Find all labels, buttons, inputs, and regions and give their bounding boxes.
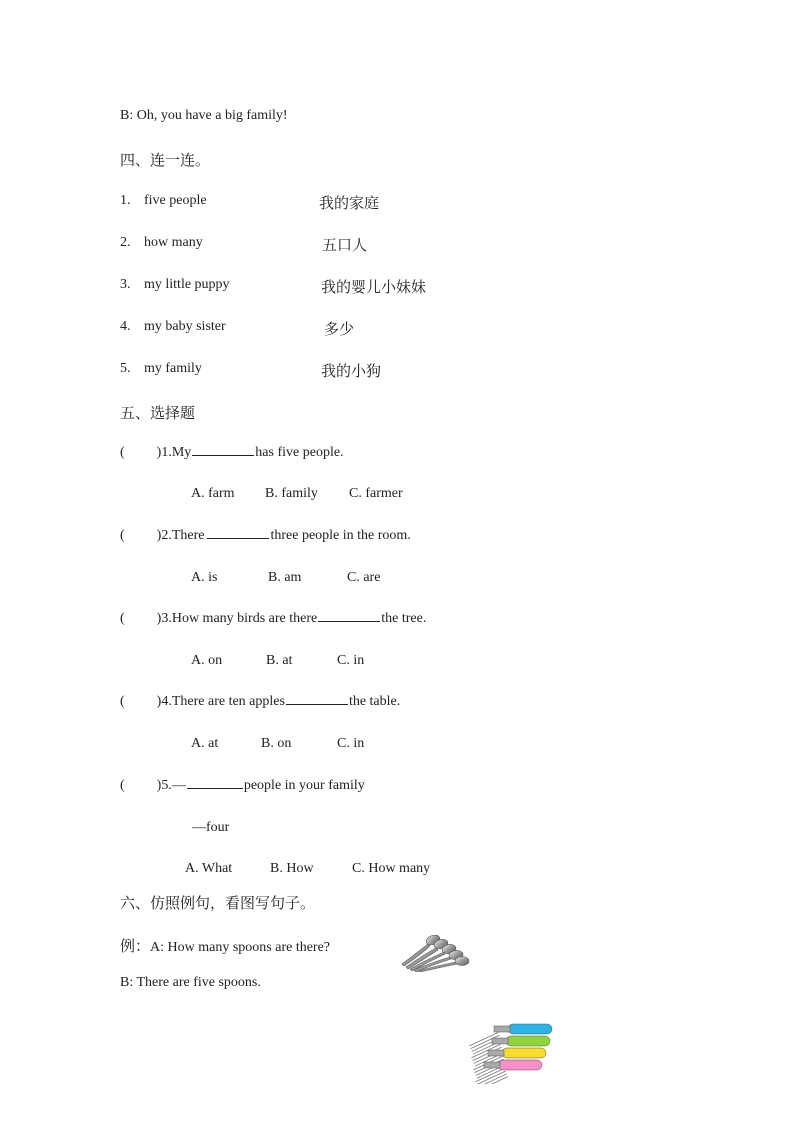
question-rest: the table. [348, 694, 401, 709]
question-5 [120, 778, 365, 794]
match-english: five people [144, 193, 207, 208]
question-rest: the tree. [381, 611, 427, 626]
fill-blank[interactable] [318, 620, 380, 622]
match-num: 3. [120, 277, 131, 292]
match-num: 1. [120, 193, 131, 208]
question-3 [120, 611, 426, 627]
fill-blank[interactable] [187, 787, 243, 789]
example-label: 例： [120, 937, 151, 955]
section5-heading: 五、选择题 [120, 404, 196, 422]
open-paren: ( [120, 778, 125, 793]
match-chinese: 我的小狗 [321, 362, 382, 380]
option-c: C. in [337, 736, 365, 751]
option-b: B. How [270, 861, 314, 876]
option-c: C. in [337, 653, 365, 668]
match-chinese: 我的家庭 [319, 194, 380, 212]
example-answer: B: There are five spoons. [120, 975, 261, 990]
option-b: B. on [261, 736, 292, 751]
option-c: C. farmer [349, 486, 403, 501]
match-chinese: 五口人 [322, 236, 368, 254]
option-a: A. farm [191, 486, 235, 501]
option-b: B. am [268, 570, 302, 585]
match-num: 4. [120, 319, 131, 334]
match-num: 5. [120, 361, 131, 376]
option-a: A. is [191, 570, 218, 585]
question-rest: people in your family [243, 778, 365, 793]
question-rest: three people in the room. [270, 528, 411, 543]
forks-image [460, 1010, 558, 1084]
match-english: how many [144, 235, 203, 250]
match-chinese: 多少 [324, 320, 355, 338]
question-2 [120, 528, 411, 544]
dialogue-end-line: B: Oh, you have a big family! [120, 108, 288, 123]
spoons-image [398, 930, 470, 972]
example-a: A: How many spoons are there? [150, 940, 331, 955]
question-stem: )1.My [156, 445, 192, 460]
question-4 [120, 694, 400, 710]
open-paren: ( [120, 528, 125, 543]
section6-heading: 六、仿照例句，看图写句子。 [120, 894, 316, 912]
example-question [120, 935, 330, 956]
option-a: A. What [185, 861, 233, 876]
match-english: my family [144, 361, 202, 376]
option-c: C. How many [352, 861, 431, 876]
match-english: my little puppy [144, 277, 230, 292]
question-stem: )5.— [156, 778, 186, 793]
option-b: B. at [266, 653, 293, 668]
open-paren: ( [120, 694, 125, 709]
open-paren: ( [120, 611, 125, 626]
question-stem: )3.How many birds are there [156, 611, 318, 626]
option-c: C. are [347, 570, 381, 585]
answer-line: —four [192, 820, 230, 835]
question-stem: )2.There [156, 528, 205, 543]
question-stem: )4.There are ten apples [156, 694, 285, 709]
question-rest: has five people. [255, 445, 344, 460]
option-a: A. on [191, 653, 223, 668]
match-num: 2. [120, 235, 131, 250]
section4-heading: 四、连一连。 [120, 151, 211, 169]
option-a: A. at [191, 736, 219, 751]
question-1 [120, 445, 344, 461]
match-chinese: 我的婴儿小妹妹 [321, 278, 427, 296]
fill-blank[interactable] [192, 454, 254, 456]
option-b: B. family [265, 486, 318, 501]
open-paren: ( [120, 445, 125, 460]
fill-blank[interactable] [207, 537, 269, 539]
fill-blank[interactable] [286, 703, 348, 705]
match-english: my baby sister [144, 319, 226, 334]
